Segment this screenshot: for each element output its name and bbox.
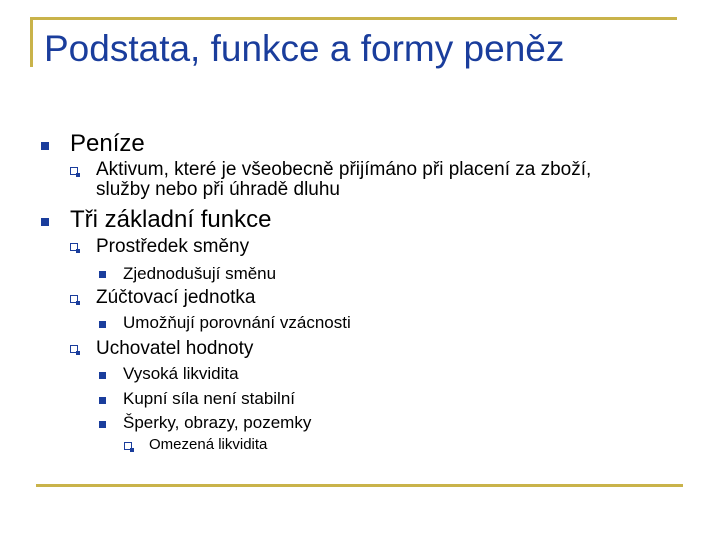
bullet-square-icon [41,218,49,226]
bullet-text-level4: Omezená likvidita [149,436,268,453]
bullet-text-level1: Tři základní funkce [70,206,272,233]
bullet-text-level2-continuation: služby nebo při úhradě dluhu [96,179,341,200]
bullet-hollow-square-icon [70,243,78,251]
bullet-text-level1: Peníze [70,130,145,157]
bullet-hollow-square-icon [70,345,78,353]
bullet-square-icon [99,372,106,379]
bullet-square-icon [41,142,49,150]
bullet-square-icon [99,271,106,278]
bullet-text-level2: Zúčtovací jednotka [96,287,256,308]
slide-title: Podstata, funkce a formy peněz [44,28,565,69]
slide-bottom-line [36,484,683,487]
bullet-text-level3: Zjednodušují směnu [123,264,277,283]
bullet-hollow-square-icon [70,295,78,303]
bullet-text-level3: Kupní síla není stabilní [123,389,296,408]
title-frame-top-line [30,17,677,20]
bullet-hollow-square-icon [124,442,132,450]
bullet-square-icon [99,421,106,428]
bullet-hollow-square-icon [70,167,78,175]
title-frame-left-line [30,17,33,67]
bullet-text-level2: Aktivum, které je všeobecně přijímáno při placení za zboží, [96,159,592,180]
bullet-square-icon [99,397,106,404]
bullet-text-level2: Uchovatel hodnoty [96,338,254,359]
bullet-text-level3: Umožňují porovnání vzácnosti [123,313,351,332]
bullet-text-level2: Prostředek směny [96,236,250,257]
bullet-text-level3: Šperky, obrazy, pozemky [123,413,312,432]
bullet-square-icon [99,321,106,328]
bullet-text-level3: Vysoká likvidita [123,364,239,383]
